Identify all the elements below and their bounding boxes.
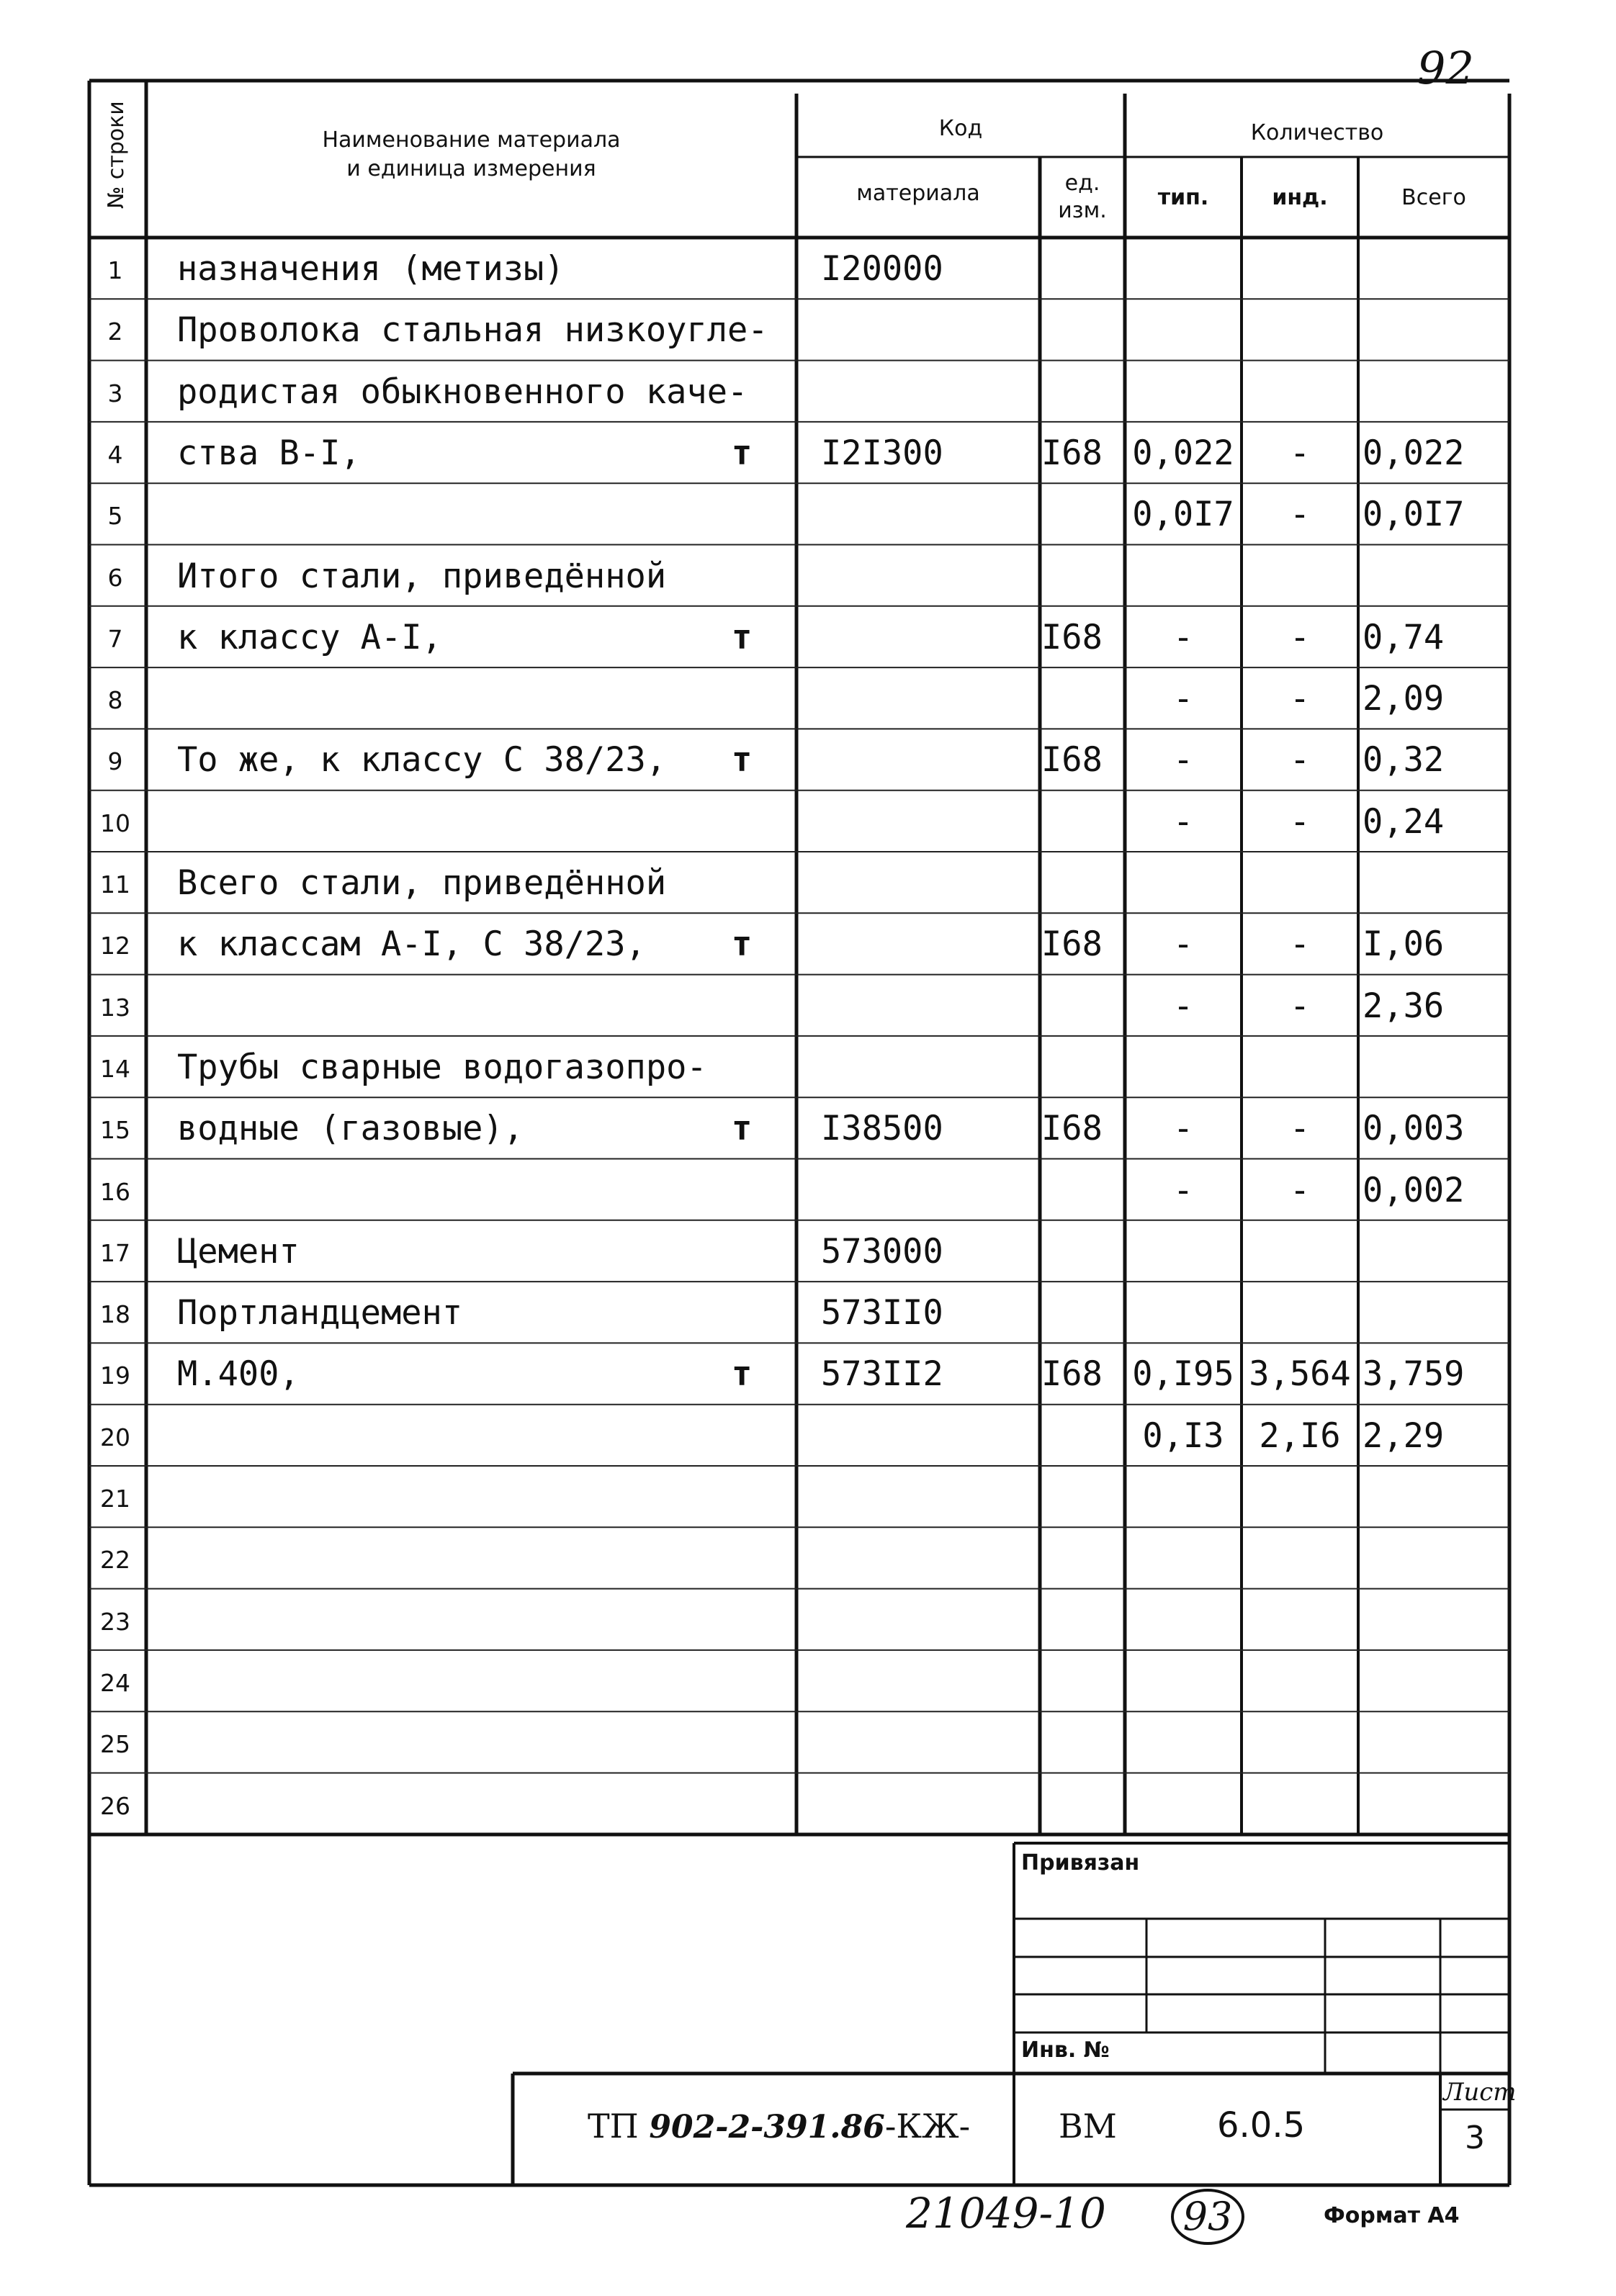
- row-material-code: I20000: [821, 249, 943, 289]
- header-name-line2: и единица измерения: [346, 156, 596, 181]
- row-qty-total: 0,0I7: [1363, 495, 1465, 535]
- format-label: Формат А4: [1324, 2203, 1460, 2228]
- row-qty-ind: -: [1289, 801, 1311, 842]
- row-unit-code: I68: [1041, 617, 1103, 657]
- page-number: 92: [1417, 42, 1474, 94]
- doc-code: [588, 2107, 970, 2146]
- row-material-code: 573II0: [821, 1293, 943, 1333]
- header-unit-line1: ед.: [1064, 171, 1100, 196]
- row-qty-ind: -: [1289, 986, 1311, 1026]
- row-qty-ind: 2,I6: [1259, 1415, 1341, 1456]
- doc-prefix: ТП: [588, 2107, 639, 2146]
- row-qty-typ: -: [1172, 801, 1194, 842]
- row-qty-total: 0,24: [1363, 801, 1445, 842]
- row-number: 7: [107, 624, 123, 653]
- row-name: Итого стали, приведённой: [177, 556, 667, 596]
- row-number: 10: [100, 809, 130, 837]
- stamp-inv-label: Инв. №: [1021, 2038, 1110, 2063]
- row-unit: т: [732, 617, 753, 657]
- row-qty-ind: -: [1289, 433, 1311, 473]
- row-number: 22: [100, 1546, 130, 1575]
- row-number: 6: [107, 563, 123, 592]
- row-unit-code: I68: [1041, 433, 1103, 473]
- row-qty-total: 2,36: [1363, 986, 1445, 1026]
- row-number: 8: [107, 686, 123, 715]
- header-qty-typ: тип.: [1157, 185, 1209, 210]
- header-quantity: Количество: [1250, 120, 1384, 145]
- row-number: 18: [100, 1300, 130, 1329]
- row-number: 26: [100, 1791, 130, 1820]
- row-number: 15: [100, 1116, 130, 1145]
- sheet-value: 3: [1465, 2120, 1485, 2156]
- row-qty-typ: -: [1172, 1109, 1194, 1149]
- row-number: 3: [107, 379, 123, 408]
- row-unit: т: [732, 740, 753, 780]
- header-row-number: № строки: [104, 101, 129, 209]
- row-qty-total: 0,003: [1363, 1109, 1465, 1149]
- row-qty-typ: -: [1172, 679, 1194, 719]
- row-number: 13: [100, 993, 130, 1022]
- row-name: к классу А-I,: [177, 617, 442, 657]
- row-qty-ind: -: [1289, 1109, 1311, 1149]
- row-name: к классам А-I, С 38/23,: [177, 924, 646, 965]
- sheet-label: Лист: [1443, 2078, 1517, 2107]
- row-qty-ind: -: [1289, 679, 1311, 719]
- row-qty-typ: -: [1172, 740, 1194, 780]
- row-qty-ind: 3,564: [1249, 1354, 1351, 1395]
- row-name: ства В-I,: [177, 433, 361, 473]
- row-qty-ind: -: [1289, 924, 1311, 965]
- row-qty-total: 0,32: [1363, 740, 1445, 780]
- header-qty-total: Всего: [1401, 185, 1466, 210]
- row-qty-total: I,06: [1363, 924, 1445, 965]
- row-name: родистая обыкновенного каче-: [177, 372, 748, 412]
- doc-suffix: -КЖ-: [884, 2107, 971, 2146]
- row-qty-typ: 0,0I7: [1132, 495, 1234, 535]
- row-qty-ind: -: [1289, 740, 1311, 780]
- row-unit: т: [732, 433, 753, 473]
- row-unit: т: [732, 1109, 753, 1149]
- row-number: 1: [107, 256, 123, 284]
- stamp-linked-label: Привязан: [1021, 1850, 1140, 1876]
- row-unit: т: [732, 1354, 753, 1395]
- row-qty-total: 2,09: [1363, 679, 1445, 719]
- row-qty-typ: -: [1172, 924, 1194, 965]
- row-name: назначения (метизы): [177, 249, 565, 289]
- row-name: Всего стали, приведённой: [177, 863, 667, 903]
- row-qty-total: 0,002: [1363, 1170, 1465, 1210]
- doc-handwritten-number: 902-2-391.86: [649, 2109, 885, 2146]
- row-material-code: I38500: [821, 1109, 943, 1149]
- row-number: 16: [100, 1177, 130, 1206]
- row-qty-total: 0,022: [1363, 433, 1465, 473]
- row-number: 20: [100, 1423, 130, 1451]
- row-name: Цемент: [177, 1231, 300, 1271]
- header-code-material: материала: [856, 181, 980, 206]
- row-number: 2: [107, 318, 123, 346]
- row-qty-typ: -: [1172, 1170, 1194, 1210]
- circled-number: 93: [1171, 2189, 1244, 2245]
- row-number: 21: [100, 1485, 130, 1513]
- row-qty-typ: 0,I3: [1142, 1415, 1224, 1456]
- row-number: 23: [100, 1607, 130, 1636]
- row-qty-ind: -: [1289, 1170, 1311, 1210]
- row-material-code: I2I300: [821, 433, 943, 473]
- row-material-code: 573000: [821, 1231, 943, 1271]
- header-qty-ind: инд.: [1272, 185, 1328, 210]
- row-number: 19: [100, 1361, 130, 1390]
- row-qty-total: 2,29: [1363, 1415, 1445, 1456]
- row-number: 25: [100, 1730, 130, 1759]
- archive-number: 21049-10: [906, 2189, 1106, 2238]
- row-name: То же, к классу С 38/23,: [177, 740, 667, 780]
- row-unit-code: I68: [1041, 1354, 1103, 1395]
- row-number: 4: [107, 440, 123, 469]
- header-name-line1: Наименование материала: [322, 127, 621, 153]
- row-number: 9: [107, 747, 123, 776]
- row-name: Портландцемент: [177, 1293, 463, 1333]
- row-material-code: 573II2: [821, 1354, 943, 1395]
- row-qty-total: 3,759: [1363, 1354, 1465, 1395]
- row-name: водные (газовые),: [177, 1109, 524, 1149]
- header-unit-line2: изм.: [1058, 198, 1107, 223]
- row-unit-code: I68: [1041, 924, 1103, 965]
- header-code: Код: [938, 116, 983, 141]
- row-qty-ind: -: [1289, 495, 1311, 535]
- row-qty-typ: 0,I95: [1132, 1354, 1234, 1395]
- row-number: 24: [100, 1668, 130, 1697]
- row-number: 11: [100, 870, 130, 899]
- row-number: 5: [107, 502, 123, 531]
- row-name: М.400,: [177, 1354, 300, 1395]
- row-unit: т: [732, 924, 753, 965]
- doc-number: 6.0.5: [1217, 2105, 1306, 2146]
- row-unit-code: I68: [1041, 1109, 1103, 1149]
- row-number: 17: [100, 1238, 130, 1267]
- row-qty-typ: -: [1172, 617, 1194, 657]
- doc-section: ВМ: [1059, 2107, 1117, 2146]
- row-name: Трубы сварные водогазопро-: [177, 1047, 707, 1087]
- row-number: 14: [100, 1054, 130, 1083]
- row-name: Проволока стальная низкоугле-: [177, 310, 768, 351]
- row-qty-typ: -: [1172, 986, 1194, 1026]
- row-qty-ind: -: [1289, 617, 1311, 657]
- row-qty-typ: 0,022: [1132, 433, 1234, 473]
- row-unit-code: I68: [1041, 740, 1103, 780]
- row-number: 12: [100, 932, 130, 960]
- row-qty-total: 0,74: [1363, 617, 1445, 657]
